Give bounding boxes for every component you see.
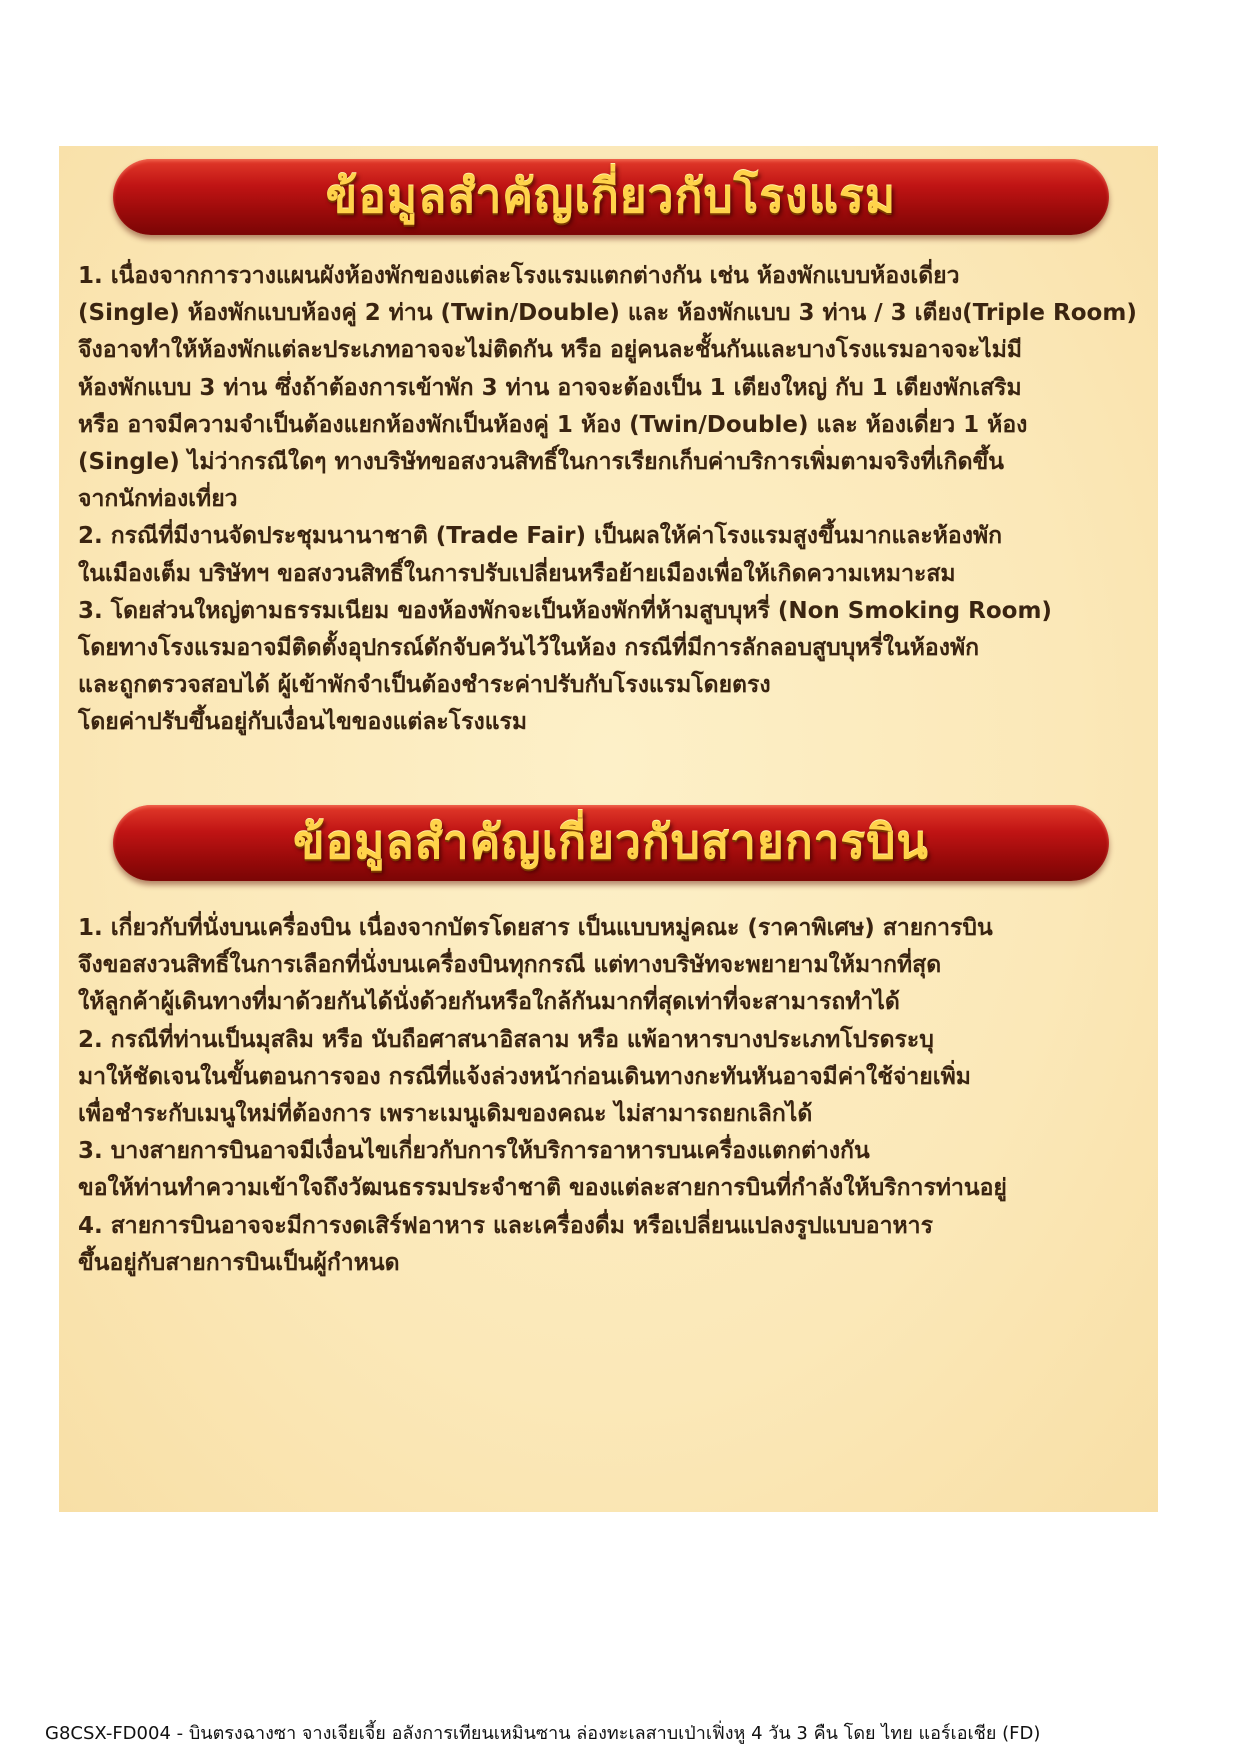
hotel-info-line: โดยค่าปรับขึ้นอยู่กับเงื่อนไขของแต่ละโรงแรม xyxy=(78,709,528,736)
airline-info-line: ขึ้นอยู่กับสายการบินเป็นผู้กำหนด xyxy=(78,1249,400,1276)
hotel-info-line: ห้องพักแบบ 3 ท่าน ซึ่งถ้าต้องการเข้าพัก 3 ท่าน อาจจะต้องเป็น 1 เตียงใหญ่ กับ 1 เตียงพักเสริม xyxy=(78,374,1022,401)
airline-info-line: ให้ลูกค้าผู้เดินทางที่มาด้วยกันได้นั่งด้วยกันหรือใกล้กันมากที่สุดเท่าที่จะสามารถทำได้ xyxy=(78,989,900,1016)
airline-info-body xyxy=(78,910,1148,1282)
hotel-info-line: หรือ อาจมีความจำเป็นต้องแยกห้องพักเป็นห้องคู่ 1 ห้อง (Twin/Double) และ ห้องเดี่ยว 1 ห้อง xyxy=(78,411,1028,438)
hotel-info-banner xyxy=(113,159,1109,235)
hotel-info-title: ข้อมูลสำคัญเกี่ยวกับโรงแรม xyxy=(325,168,897,223)
airline-info-title: ข้อมูลสำคัญเกี่ยวกับสายการบิน xyxy=(293,814,929,869)
hotel-info-line: จากนักท่องเที่ยว xyxy=(78,486,238,513)
hotel-info-line: 3. โดยส่วนใหญ่ตามธรรมเนียม ของห้องพักจะเป็นห้องพักที่ห้ามสูบบุหรี่ (Non Smoking Room) xyxy=(78,597,1052,624)
airline-info-line: จึงขอสงวนสิทธิ์ในการเลือกที่นั่งบนเครื่องบินทุกกรณี แต่ทางบริษัทจะพยายามให้มากที่สุด xyxy=(78,952,942,979)
airline-info-line: มาให้ชัดเจนในขั้นตอนการจอง กรณีที่แจ้งล่วงหน้าก่อนเดินทางกะทันหันอาจมีค่าใช้จ่ายเพิ่ม xyxy=(78,1063,971,1090)
hotel-info-line: ในเมืองเต็ม บริษัทฯ ขอสงวนสิทธิ์ในการปรับเปลี่ยนหรือย้ายเมืองเพื่อให้เกิดความเหมาะสม xyxy=(78,560,956,587)
airline-info-line: 1. เกี่ยวกับที่นั่งบนเครื่องบิน เนื่องจากบัตรโดยสาร เป็นแบบหมู่คณะ (ราคาพิเศษ) สายการบิน xyxy=(78,915,993,941)
airline-info-line: เพื่อชำระกับเมนูใหม่ที่ต้องการ เพราะเมนูเดิมของคณะ ไม่สามารถยกเลิกได้ xyxy=(78,1101,813,1128)
airline-info-line: 2. กรณีที่ท่านเป็นมุสลิม หรือ นับถือศาสนาอิสลาม หรือ แพ้อาหารบางประเภทโปรดระบุ xyxy=(78,1026,934,1053)
airline-info-line: 3. บางสายการบินอาจมีเงื่อนไขเกี่ยวกับการให้บริการอาหารบนเครื่องแตกต่างกัน xyxy=(78,1138,870,1165)
airline-info-line: ขอให้ท่านทำความเข้าใจถึงวัฒนธรรมประจำชาติ ของแต่ละสายการบินที่กำลังให้บริการท่านอยู่ xyxy=(78,1175,1007,1202)
hotel-info-line: (Single) ไม่ว่ากรณีใดๆ ทางบริษัทขอสงวนสิทธิ์ในการเรียกเก็บค่าบริการเพิ่มตามจริงที่เกิดขึ้น xyxy=(78,449,1004,476)
hotel-info-line: (Single) ห้องพักแบบห้องคู่ 2 ท่าน (Twin/Double) และ ห้องพักแบบ 3 ท่าน / 3 เตียง(Triple Room) xyxy=(78,300,1137,327)
hotel-info-line: 1. เนื่องจากการวางแผนผังห้องพักของแต่ละโรงแรมแตกต่างกัน เช่น ห้องพักแบบห้องเดี่ยว xyxy=(78,263,960,289)
hotel-info-body xyxy=(78,258,1148,742)
hotel-info-line: 2. กรณีที่มีงานจัดประชุมนานาชาติ (Trade Fair) เป็นผลให้ค่าโรงแรมสูงขึ้นมากและห้องพัก xyxy=(78,523,1003,550)
page-footer: G8CSX-FD004 - บินตรงฉางซา จางเจียเจี้ย อลังการเทียนเหมินซาน ล่องทะเลสาบเป่าเฟิ่งหู 4 วัน 3 คืน โดย ไทย แอร์เอเชีย (FD) xyxy=(45,1723,1041,1744)
airline-info-line: 4. สายการบินอาจจะมีการงดเสิร์ฟอาหาร และเครื่องดื่ม หรือเปลี่ยนแปลงรูปแบบอาหาร xyxy=(78,1212,933,1239)
hotel-info-line: จึงอาจทำให้ห้องพักแต่ละประเภทอาจจะไม่ติดกัน หรือ อยู่คนละชั้นกันและบางโรงแรมอาจจะไม่มี xyxy=(78,337,1023,364)
hotel-info-line: และถูกตรวจสอบได้ ผู้เข้าพักจำเป็นต้องชำระค่าปรับกับโรงแรมโดยตรง xyxy=(78,672,771,699)
hotel-info-line: โดยทางโรงแรมอาจมีติดตั้งอุปกรณ์ดักจับควันไว้ในห้อง กรณีที่มีการลักลอบสูบบุหรี่ในห้องพัก xyxy=(78,635,980,662)
airline-info-banner xyxy=(113,805,1109,881)
